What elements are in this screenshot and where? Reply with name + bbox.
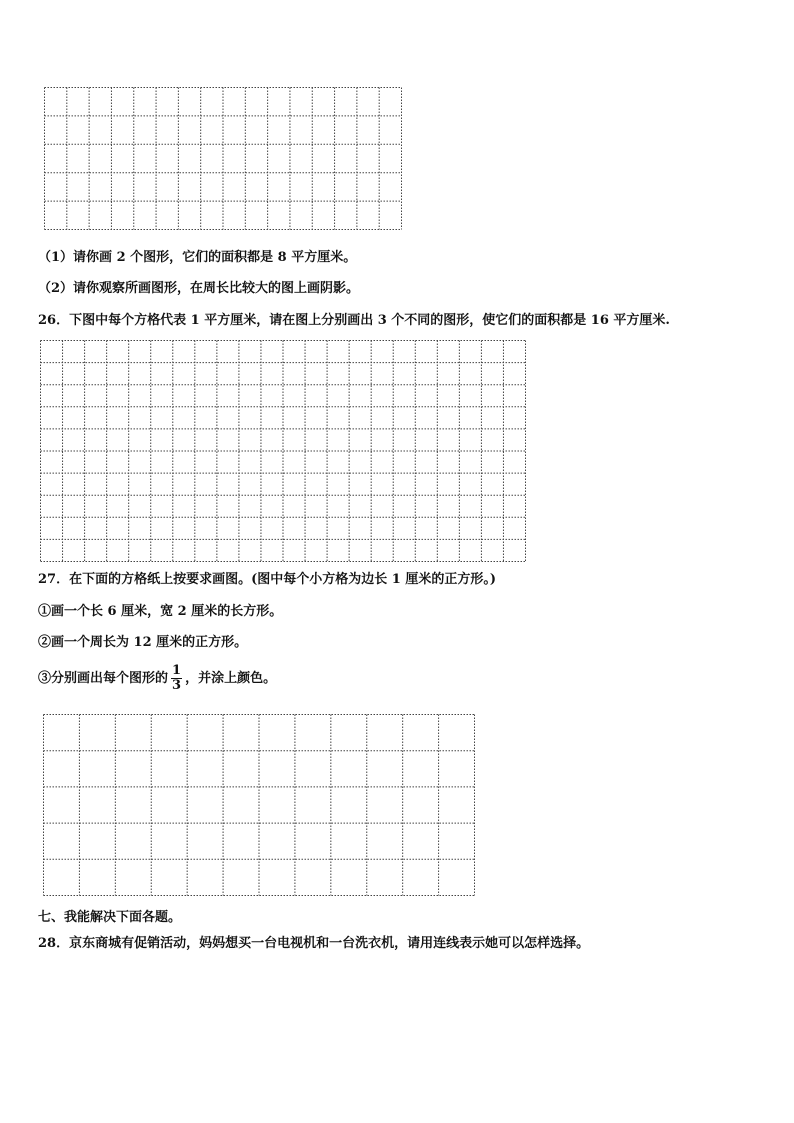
q25-part1: （1）请你画 2 个图形，它们的面积都是 8 平方厘米。 (38, 250, 357, 265)
fraction-numerator: 1 (172, 663, 182, 678)
q27-text: 27．在下面的方格纸上按要求画图。(图中每个小方格为边长 1 厘米的正方形。) (38, 572, 496, 587)
q27-item2: ②画一个周长为 12 厘米的正方形。 (38, 635, 248, 650)
grid-1-lines (44, 87, 402, 230)
fraction-one-third (171, 664, 182, 693)
grid-3-lines (43, 714, 475, 896)
section7-title: 七、我能解决下面各题。 (38, 910, 182, 925)
q25-part2: （2）请你观察所画图形，在周长比较大的图上画阴影。 (38, 281, 360, 296)
grid-paper-2 (40, 340, 526, 562)
q26-text: 26．下图中每个方格代表 1 平方厘米，请在图上分别画出 3 个不同的图形，使它们的面积都是 16 平方厘米. (38, 313, 670, 328)
q28-text: 28．京东商城有促销活动，妈妈想买一台电视机和一台洗衣机，请用连线表示她可以怎样选择。 (38, 936, 590, 951)
q27-item3-after: ，并涂上颜色。 (185, 671, 277, 686)
q27-item3 (38, 664, 276, 693)
grid-paper-1 (44, 87, 402, 230)
grid-2-lines (40, 340, 526, 562)
grid-paper-3 (43, 714, 475, 896)
fraction-denominator: 3 (172, 678, 182, 693)
q27-item3-before: ③分别画出每个图形的 (38, 671, 169, 686)
q27-item1: ①画一个长 6 厘米，宽 2 厘米的长方形。 (38, 604, 283, 619)
